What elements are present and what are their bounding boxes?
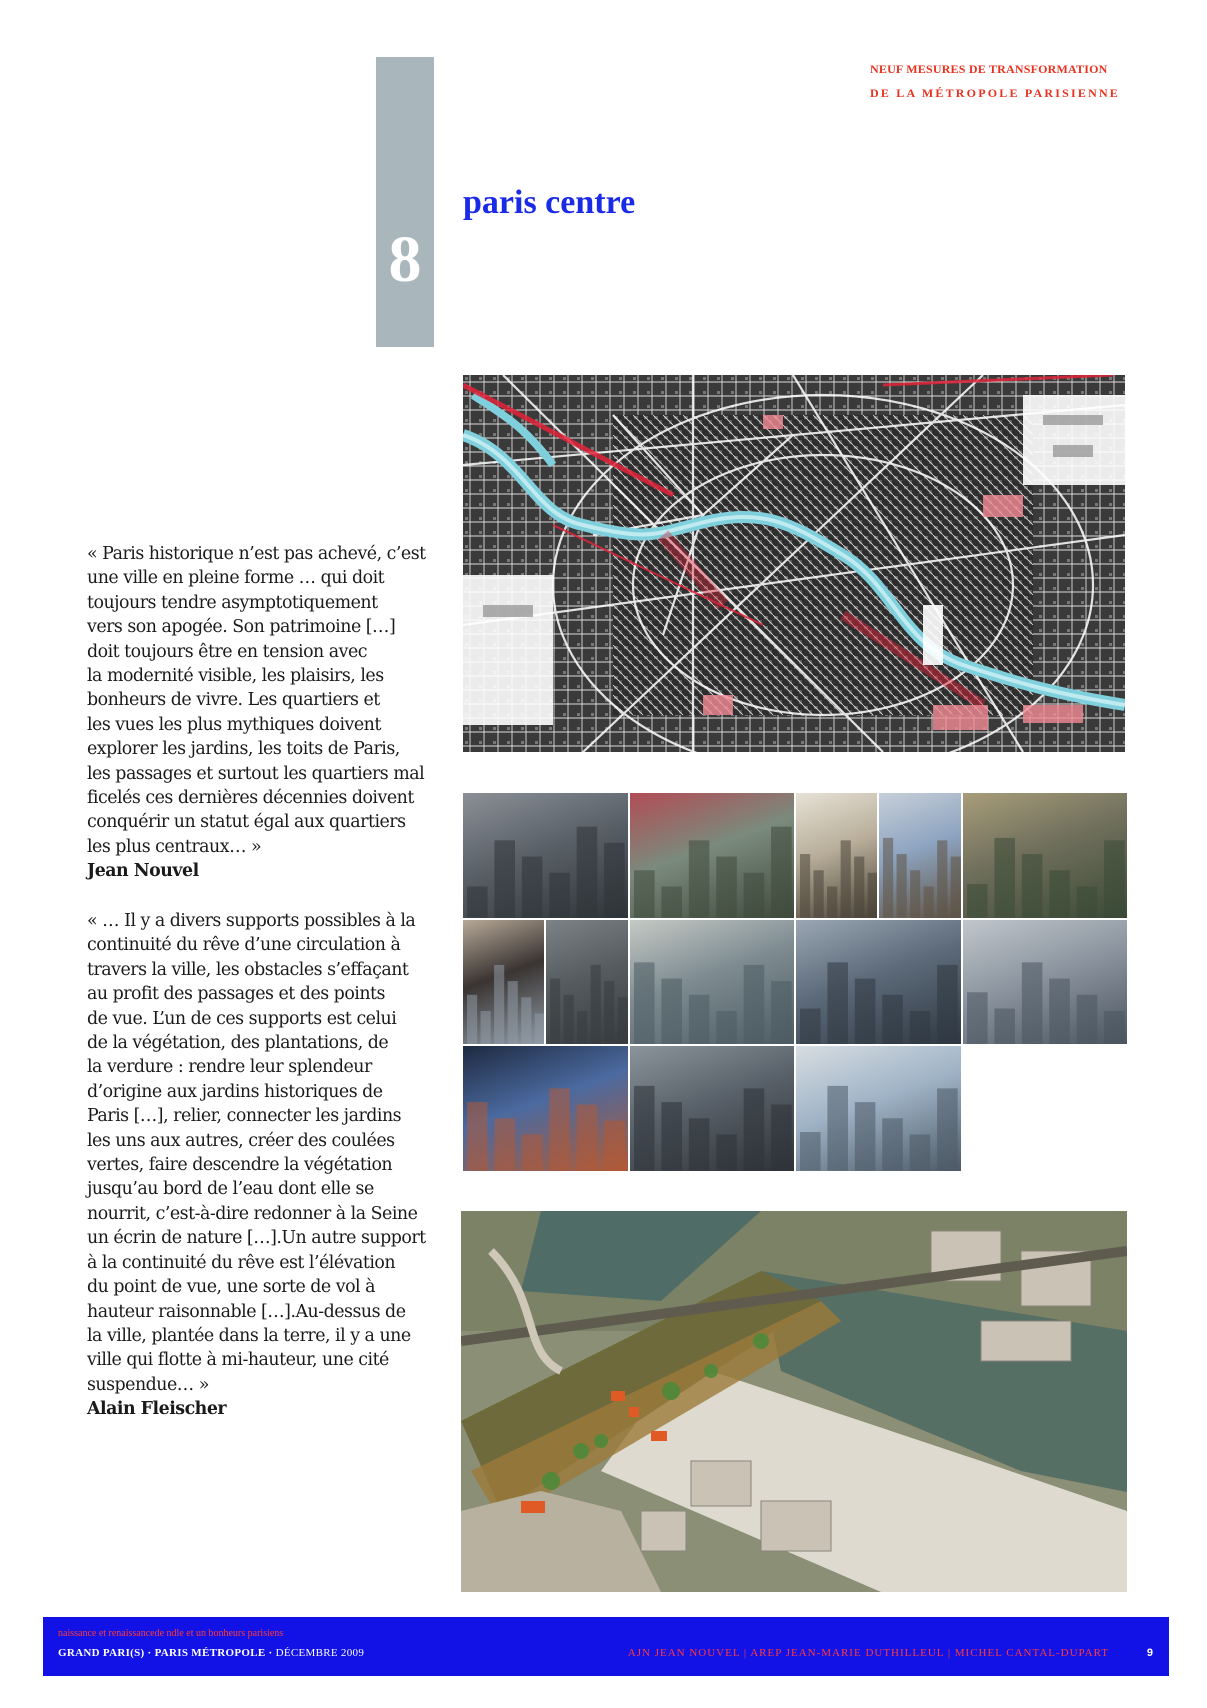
quote-line: « … Il y a divers supports possibles à la xyxy=(87,911,416,931)
quote-line: de la végétation, des plantations, de xyxy=(87,1033,389,1054)
city-panorama-photo xyxy=(796,920,961,1045)
quote-line: les uns aux autres, créer des coulées xyxy=(87,1130,395,1151)
quote-line: conquérir un statut égal aux quartiers xyxy=(87,812,406,833)
quote-line: Paris […], relier, connecter les jardins xyxy=(87,1106,402,1127)
header-line-2: DE LA MÉTROPOLE PARISIENNE xyxy=(870,86,1121,100)
rooftops-photo xyxy=(963,920,1128,1045)
quote-line: ficelés ces dernières décennies doivent xyxy=(87,788,414,809)
quote-line: explorer les jardins, les toits de Paris, xyxy=(87,739,400,760)
notre-dame-photo xyxy=(879,793,960,918)
quote-line: vertes, faire descendre la végétation xyxy=(87,1155,393,1176)
footer-bar xyxy=(43,1617,1169,1676)
quote-line: suspendue… » xyxy=(87,1374,209,1395)
quote-line: vers son apogée. Son patrimoine […] xyxy=(87,617,396,638)
quote-line: du point de vue, une sorte de vol à xyxy=(87,1277,376,1298)
quote-line: doit toujours être en tension avec xyxy=(87,641,367,662)
quote-alain-fleischer xyxy=(87,909,437,1422)
quote-line: au profit des passages et des points xyxy=(87,984,385,1005)
quote-line: de vue. L’un de ces supports est celui xyxy=(87,1008,397,1029)
photo-grid xyxy=(463,793,1127,1171)
garden-aerial-photo xyxy=(963,793,1128,918)
quote-jean-nouvel xyxy=(87,542,437,884)
quote-line: d’origine aux jardins historiques de xyxy=(87,1081,383,1102)
section-number: 8 xyxy=(388,223,422,296)
quote-line: à la continuité du rêve est l’élévation xyxy=(87,1252,396,1273)
quote-line: les passages et surtout les quartiers mal xyxy=(87,763,425,784)
seine-promenade-rendering xyxy=(461,1211,1127,1592)
paris-map-image xyxy=(463,375,1125,752)
quote-line: ville qui flotte à mi-hauteur, une cité xyxy=(87,1350,389,1371)
quote-line: jusqu’au bord de l’eau dont elle se xyxy=(87,1179,374,1200)
quote-line: les plus centraux… » xyxy=(87,836,262,857)
towers-photo xyxy=(463,1046,628,1171)
quote-line: la verdure : rendre leur splendeur xyxy=(87,1057,372,1078)
quote-line: les vues les plus mythiques doivent xyxy=(87,714,381,735)
housing-aerial-photo xyxy=(630,920,795,1045)
section-number-bar xyxy=(376,57,434,347)
quote-line: la ville, plantée dans la terre, il y a une xyxy=(87,1325,411,1346)
arcade-view-photo xyxy=(463,920,544,1045)
footer-date: DÉCEMBRE 2009 xyxy=(275,1647,365,1659)
quote-line: une ville en pleine forme … qui doit xyxy=(87,568,385,589)
paris-map-drawing xyxy=(463,375,1125,752)
section-title: paris centre xyxy=(463,184,636,221)
quote-line: la modernité visible, les plaisirs, les xyxy=(87,666,384,687)
quote-line: un écrin de nature […].Un autre support xyxy=(87,1228,426,1249)
passage-gallery-photo xyxy=(796,793,877,918)
header-title xyxy=(870,57,1170,105)
footer-small-text: naissance et renaissancede ndle et un bonheurs parisiens xyxy=(58,1628,284,1639)
header-line-1: NEUF MESURES DE TRANSFORMATION xyxy=(870,62,1108,76)
page-number: 9 xyxy=(1146,1647,1153,1659)
seine-aerial-photo xyxy=(630,1046,795,1171)
footer-credits: AJN JEAN NOUVEL | AREP JEAN-MARIE DUTHILLEUL | MICHEL CANTAL-DUPART xyxy=(627,1647,1109,1659)
quote-author: Jean Nouvel xyxy=(87,861,199,882)
la-defense-avenue-photo xyxy=(796,1046,961,1171)
quote-line: continuité du rêve d’une circulation à xyxy=(87,935,401,956)
rail-yard-aerial-photo xyxy=(546,920,627,1045)
quote-line: travers la ville, les obstacles s’effaçant xyxy=(87,959,409,980)
quote-line: hauteur raisonnable […].Au-dessus de xyxy=(87,1301,406,1322)
grand-palais-fair-photo xyxy=(630,793,795,918)
quote-line: nourrit, c’est-à-dire redonner à la Seine xyxy=(87,1203,418,1224)
footer-publication-title: GRAND PARI(S) · PARIS MÉTROPOLE · xyxy=(58,1647,273,1659)
aerial-rendering-drawing xyxy=(461,1211,1127,1592)
quote-line: bonheurs de vivre. Les quartiers et xyxy=(87,690,380,711)
quote-line: toujours tendre asymptotiquement xyxy=(87,592,378,613)
footer-publication xyxy=(58,1647,364,1659)
aerial-rail-photo xyxy=(463,793,628,918)
quote-line: « Paris historique n’est pas achevé, c’est xyxy=(87,544,426,564)
quote-author: Alain Fleischer xyxy=(87,1399,227,1420)
